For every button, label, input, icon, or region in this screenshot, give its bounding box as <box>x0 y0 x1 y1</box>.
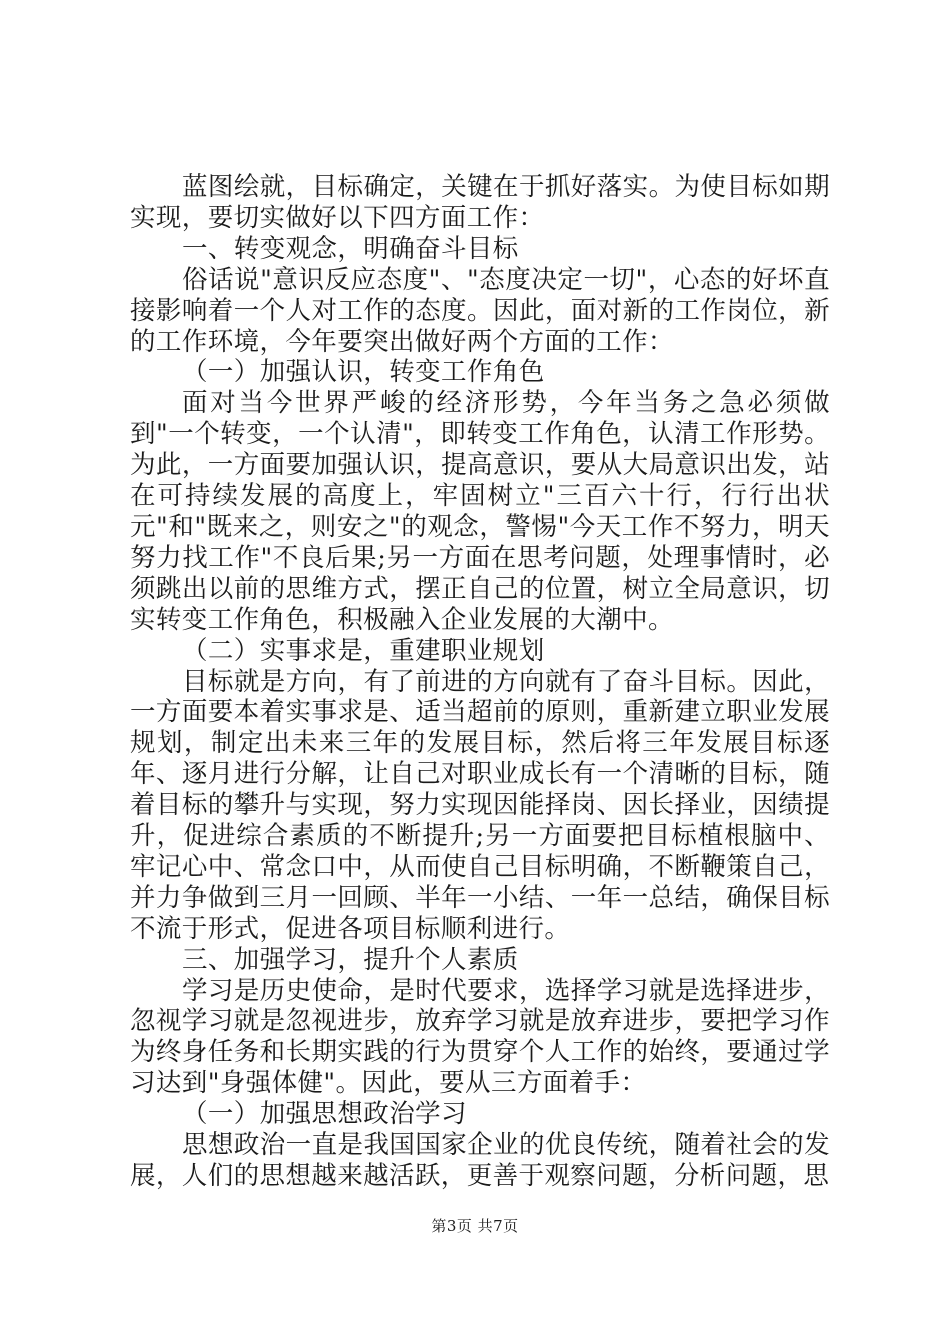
subheading-3-1: （一）加强思想政治学习 <box>182 1099 467 1130</box>
paragraph-3-1: 思想政治一直是我国国家企业的优良传统，随着社会的发展，人们的思想越来越活跃，更善于观察问题，分析问题，思 <box>130 1130 830 1191</box>
paragraph-section-1: 俗话说"意识反应态度"、"态度决定一切"，心态的好坏直接影响着一个人对工作的态度。因此，面对新的工作岗位，新的工作环境，今年要突出做好两个方面的工作： <box>130 264 830 357</box>
paragraph-1-1: 面对当今世界严峻的经济形势，今年当务之急必须做到"一个转变，一个认清"，即转变工作角色，认清工作形势。为此，一方面要加强认识，提高意识，要从大局意识出发，站在可持续发展的高度上，牢固树立"三百六十行，行行出状元"和"既来之，则安之"的观念，警惕"今天工作不努力，明天努力找工作"不良后果;另一方面在思考问题，处理事情时，必须跳出以前的思维方式，摆正自己的位置，树立全局意识，切实转变工作角色，积极融入企业发展的大潮中。 <box>130 388 830 635</box>
paragraph-1-2: 目标就是方向，有了前进的方向就有了奋斗目标。因此，一方面要本着实事求是、适当超前的原则，重新建立职业发展规划，制定出未来三年的发展目标，然后将三年发展目标逐年、逐月进行分解，让自己对职业成长有一个清晰的目标，随着目标的攀升与实现，努力实现因能择岗、因长择业，因绩提升，促进综合素质的不断提升;另一方面要把目标植根脑中、牢记心中、常念口中，从而使自己目标明确，不断鞭策自己，并力争做到三月一回顾、半年一小结、一年一总结，确保目标不流于形式，促进各项目标顺利进行。 <box>130 666 830 944</box>
section-heading-3: 三、加强学习，提升个人素质 <box>182 944 519 975</box>
page-number-footer: 第3页 共7页 <box>431 1217 519 1235</box>
section-heading-1: 一、转变观念，明确奋斗目标 <box>182 233 519 264</box>
subheading-1-2: （二）实事求是，重建职业规划 <box>182 635 545 666</box>
paragraph-section-3: 学习是历史使命，是时代要求，选择学习就是选择进步，忽视学习就是忽视进步，放弃学习就是放弃进步，要把学习作为终身任务和长期实践的行为贯穿个人工作的始终，要通过学习达到"身强体健"。因此，要从三方面着手： <box>130 975 830 1099</box>
paragraph-intro: 蓝图绘就，目标确定，关键在于抓好落实。为使目标如期实现，要切实做好以下四方面工作： <box>130 172 830 233</box>
document-body <box>130 172 830 1192</box>
subheading-1-1: （一）加强认识，转变工作角色 <box>182 357 545 388</box>
